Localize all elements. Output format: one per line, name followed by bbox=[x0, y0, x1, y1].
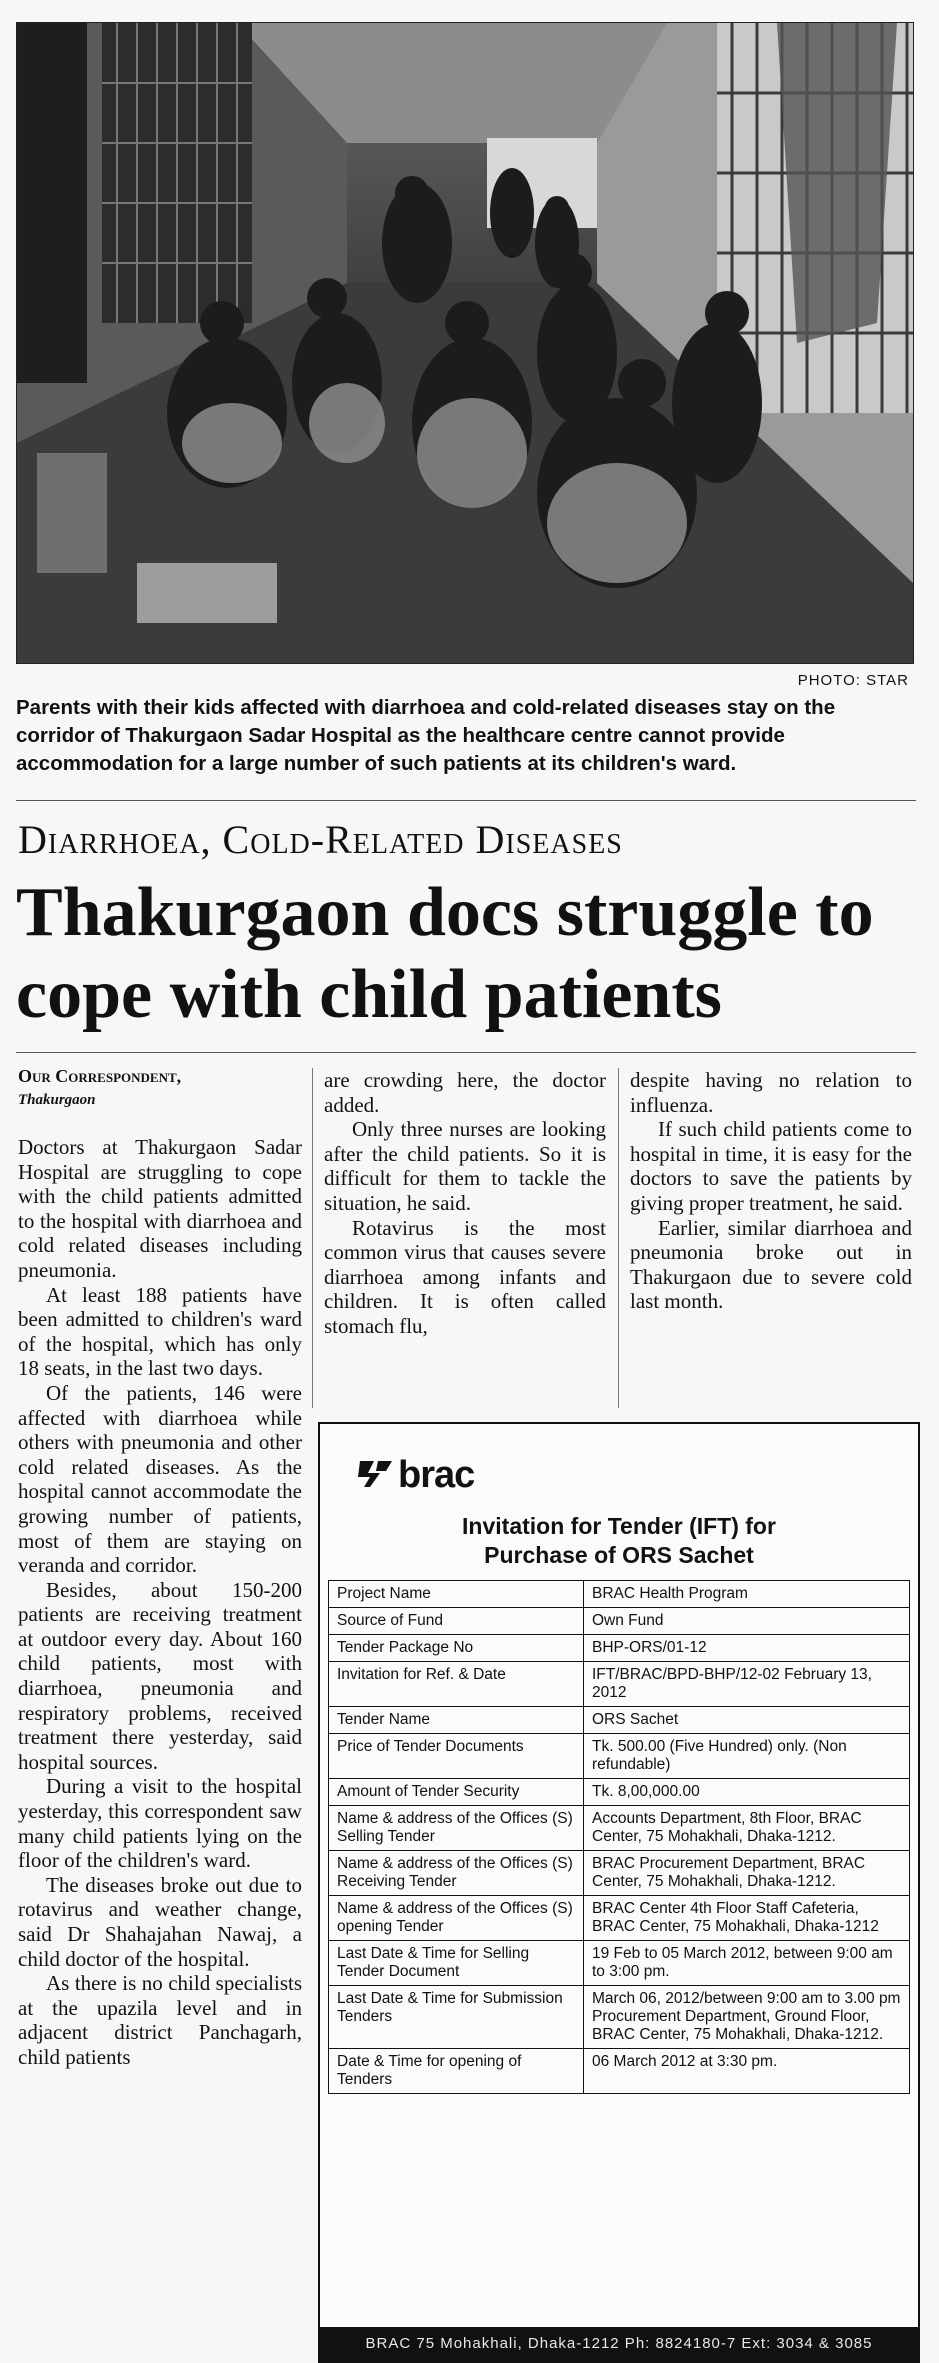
tender-table bbox=[328, 1580, 910, 2094]
table-row bbox=[329, 1662, 910, 1707]
row-value: IFT/BRAC/BPD-BHP/12-02 February 13, 2012 bbox=[584, 1662, 910, 1707]
row-value: BRAC Procurement Department, BRAC Center, 75 Mohakhali, Dhaka-1212. bbox=[584, 1851, 910, 1896]
tender-footer: BRAC 75 Mohakhali, Dhaka-1212 Ph: 8824180-7 Ext: 3034 & 3085 bbox=[320, 2327, 918, 2361]
row-label: Last Date & Time for Submission Tenders bbox=[329, 1986, 584, 2049]
row-value: 06 March 2012 at 3:30 pm. bbox=[584, 2049, 910, 2094]
tender-advertisement bbox=[318, 1422, 920, 2363]
table-row bbox=[329, 1806, 910, 1851]
row-value: Accounts Department, 8th Floor, BRAC Center, 75 Mohakhali, Dhaka-1212. bbox=[584, 1806, 910, 1851]
table-row bbox=[329, 1941, 910, 1986]
article-column-3 bbox=[630, 1068, 912, 1314]
divider bbox=[16, 1052, 916, 1053]
paragraph: At least 188 patients have been admitted to children's ward of the hospital, which has only 18 seats, in the last two days. bbox=[18, 1282, 302, 1381]
brac-logo-icon bbox=[356, 1457, 394, 1491]
paragraph: are crowding here, the doctor added. bbox=[324, 1068, 606, 1117]
table-row bbox=[329, 1779, 910, 1806]
table-row bbox=[329, 1986, 910, 2049]
column-divider bbox=[312, 1068, 313, 1408]
table-row bbox=[329, 1734, 910, 1779]
table-row bbox=[329, 1896, 910, 1941]
photo-credit: PHOTO: STAR bbox=[797, 672, 909, 689]
row-label: Price of Tender Documents bbox=[329, 1734, 584, 1779]
paragraph: despite having no relation to influenza. bbox=[630, 1068, 912, 1117]
table-row bbox=[329, 1608, 910, 1635]
paragraph: During a visit to the hospital yesterday, this correspondent saw many child patients lying on the floor of the children's ward. bbox=[18, 1774, 302, 1873]
row-label: Last Date & Time for Selling Tender Document bbox=[329, 1941, 584, 1986]
row-label: Amount of Tender Security bbox=[329, 1779, 584, 1806]
paragraph: Only three nurses are looking after the child patients. So it is difficult for them to tackle the situation, he said. bbox=[324, 1117, 606, 1215]
table-row bbox=[329, 1851, 910, 1896]
brac-logo-text: brac bbox=[398, 1454, 475, 1496]
paragraph: Of the patients, 146 were affected with diarrhoea while others with pneumonia and other cold related diseases. As the hospital cannot accommodate the growing number of patients, most of them are staying on veranda and corridor. bbox=[18, 1380, 302, 1578]
byline-place: Thakurgaon bbox=[18, 1092, 96, 1108]
row-label: Invitation for Ref. & Date bbox=[329, 1662, 584, 1707]
tender-title-line: Invitation for Tender (IFT) for bbox=[462, 1513, 776, 1539]
paragraph: Doctors at Thakurgaon Sadar Hospital are struggling to cope with the child patients admitted to the hospital with diarrhoea and cold related diseases including pneumonia. bbox=[18, 1135, 302, 1282]
row-label: Tender Package No bbox=[329, 1635, 584, 1662]
row-value: ORS Sachet bbox=[584, 1707, 910, 1734]
article-column-2 bbox=[324, 1068, 606, 1339]
byline: Our Correspondent, bbox=[18, 1066, 182, 1086]
tender-title bbox=[320, 1512, 918, 1570]
row-value: Tk. 500.00 (Five Hundred) only. (Non refundable) bbox=[584, 1734, 910, 1779]
brac-logo bbox=[356, 1454, 474, 1497]
row-value: March 06, 2012/between 9:00 am to 3.00 pm Procurement Department, Ground Floor, BRAC Center, 75 Mohakhali, Dhaka-1212. bbox=[584, 1986, 910, 2049]
paragraph: The diseases broke out due to rotavirus and weather change, said Dr Shahajahan Nawaj, a child doctor of the hospital. bbox=[18, 1872, 302, 1971]
row-label: Date & Time for opening of Tenders bbox=[329, 2049, 584, 2094]
paragraph: Besides, about 150-200 patients are receiving treatment at outdoor every day. About 160 child patients, most with diarrhoea, pneumonia and respiratory problems, received treatment there yesterday, said hospital sources. bbox=[18, 1577, 302, 1774]
row-value: BHP-ORS/01-12 bbox=[584, 1635, 910, 1662]
paragraph: Rotavirus is the most common virus that causes severe diarrhoea among infants and children. It is often called stomach flu, bbox=[324, 1215, 606, 1338]
paragraph: If such child patients come to hospital in time, it is easy for the doctors to save the patients by giving proper treatment, he said. bbox=[630, 1117, 912, 1215]
row-value: Own Fund bbox=[584, 1608, 910, 1635]
row-value: Tk. 8,00,000.00 bbox=[584, 1779, 910, 1806]
kicker: Diarrhoea, Cold-Related Diseases bbox=[18, 817, 623, 862]
row-label: Source of Fund bbox=[329, 1608, 584, 1635]
row-label: Name & address of the Offices (S) Selling Tender bbox=[329, 1806, 584, 1851]
table-row bbox=[329, 1581, 910, 1608]
paragraph: Earlier, similar diarrhoea and pneumonia broke out in Thakurgaon due to severe cold last month. bbox=[630, 1215, 912, 1314]
column-divider bbox=[618, 1068, 619, 1408]
row-value: BRAC Health Program bbox=[584, 1581, 910, 1608]
table-row bbox=[329, 2049, 910, 2094]
hospital-corridor-image bbox=[17, 23, 913, 663]
article-column-1 bbox=[18, 1135, 302, 2070]
table-row bbox=[329, 1635, 910, 1662]
row-label: Tender Name bbox=[329, 1707, 584, 1734]
row-value: BRAC Center 4th Floor Staff Cafeteria, BRAC Center, 75 Mohakhali, Dhaka-1212 bbox=[584, 1896, 910, 1941]
paragraph: As there is no child specialists at the upazila level and in adjacent district Panchagarh, child patients bbox=[18, 1971, 302, 2069]
photo-caption: Parents with their kids affected with diarrhoea and cold-related diseases stay on the corridor of Thakurgaon Sadar Hospital as the healthcare centre cannot provide accommodation for a large number of such patients at its children's ward. bbox=[16, 696, 836, 775]
row-label: Name & address of the Offices (S) Receiving Tender bbox=[329, 1851, 584, 1896]
headline: Thakurgaon docs struggle to cope with child patients bbox=[16, 874, 874, 1033]
tender-title-line: Purchase of ORS Sachet bbox=[484, 1542, 754, 1568]
row-label: Project Name bbox=[329, 1581, 584, 1608]
divider bbox=[16, 800, 916, 801]
row-label: Name & address of the Offices (S) opening Tender bbox=[329, 1896, 584, 1941]
news-photo bbox=[16, 22, 914, 664]
row-value: 19 Feb to 05 March 2012, between 9:00 am to 3:00 pm. bbox=[584, 1941, 910, 1986]
table-row bbox=[329, 1707, 910, 1734]
